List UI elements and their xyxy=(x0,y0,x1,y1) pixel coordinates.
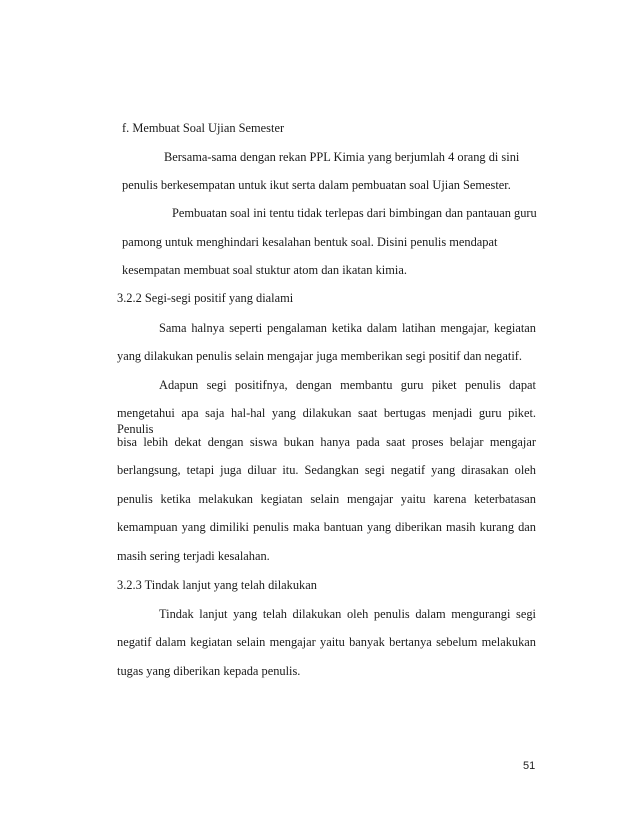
section-322-p2-line7: masih sering terjadi kesalahan. xyxy=(117,549,270,563)
section-f-p1-line1: Bersama-sama dengan rekan PPL Kimia yang berjumlah 4 orang di sini xyxy=(164,150,520,164)
section-f-p2-line2: pamong untuk menghindari kesalahan bentuk soal. Disini penulis mendapat xyxy=(122,235,498,249)
section-322-p2-line4: berlangsung, tetapi juga diluar itu. Sedangkan segi negatif yang dirasakan oleh xyxy=(117,463,536,477)
section-322-p2-line3: bisa lebih dekat dengan siswa bukan hanya pada saat proses belajar mengajar xyxy=(117,435,536,449)
section-322-p1-line1: Sama halnya seperti pengalaman ketika dalam latihan mengajar, kegiatan xyxy=(159,321,536,335)
section-323-p1-line3: tugas yang diberikan kepada penulis. xyxy=(117,664,301,678)
section-322-p2-line2: mengetahui apa saja hal-hal yang dilakukan saat bertugas menjadi guru piket. Penulis xyxy=(117,406,536,436)
section-323-heading: 3.2.3 Tindak lanjut yang telah dilakukan xyxy=(117,578,317,592)
section-f-p2-line1: Pembuatan soal ini tentu tidak terlepas dari bimbingan dan pantauan guru xyxy=(172,206,537,220)
section-322-heading: 3.2.2 Segi-segi positif yang dialami xyxy=(117,291,294,305)
section-322-p2-line5: penulis ketika melakukan kegiatan selain mengajar yaitu karena keterbatasan xyxy=(117,492,536,506)
section-322-p1-line2: yang dilakukan penulis selain mengajar juga memberikan segi positif dan negatif. xyxy=(117,349,522,363)
section-322-p2-line1: Adapun segi positifnya, dengan membantu guru piket penulis dapat xyxy=(159,378,536,392)
section-f-heading: f. Membuat Soal Ujian Semester xyxy=(122,121,285,135)
section-322-p2-line6: kemampuan yang dimiliki penulis maka bantuan yang diberikan masih kurang dan xyxy=(117,520,536,534)
page-number: 51 xyxy=(523,760,536,772)
section-f-p1-line2: penulis berkesempatan untuk ikut serta dalam pembuatan soal Ujian Semester. xyxy=(122,178,511,192)
section-323-p1-line1: Tindak lanjut yang telah dilakukan oleh penulis dalam mengurangi segi xyxy=(159,607,536,621)
section-323-p1-line2: negatif dalam kegiatan selain mengajar yaitu banyak bertanya sebelum melakukan xyxy=(117,635,536,649)
section-f-p2-line3: kesempatan membuat soal stuktur atom dan ikatan kimia. xyxy=(122,263,407,277)
